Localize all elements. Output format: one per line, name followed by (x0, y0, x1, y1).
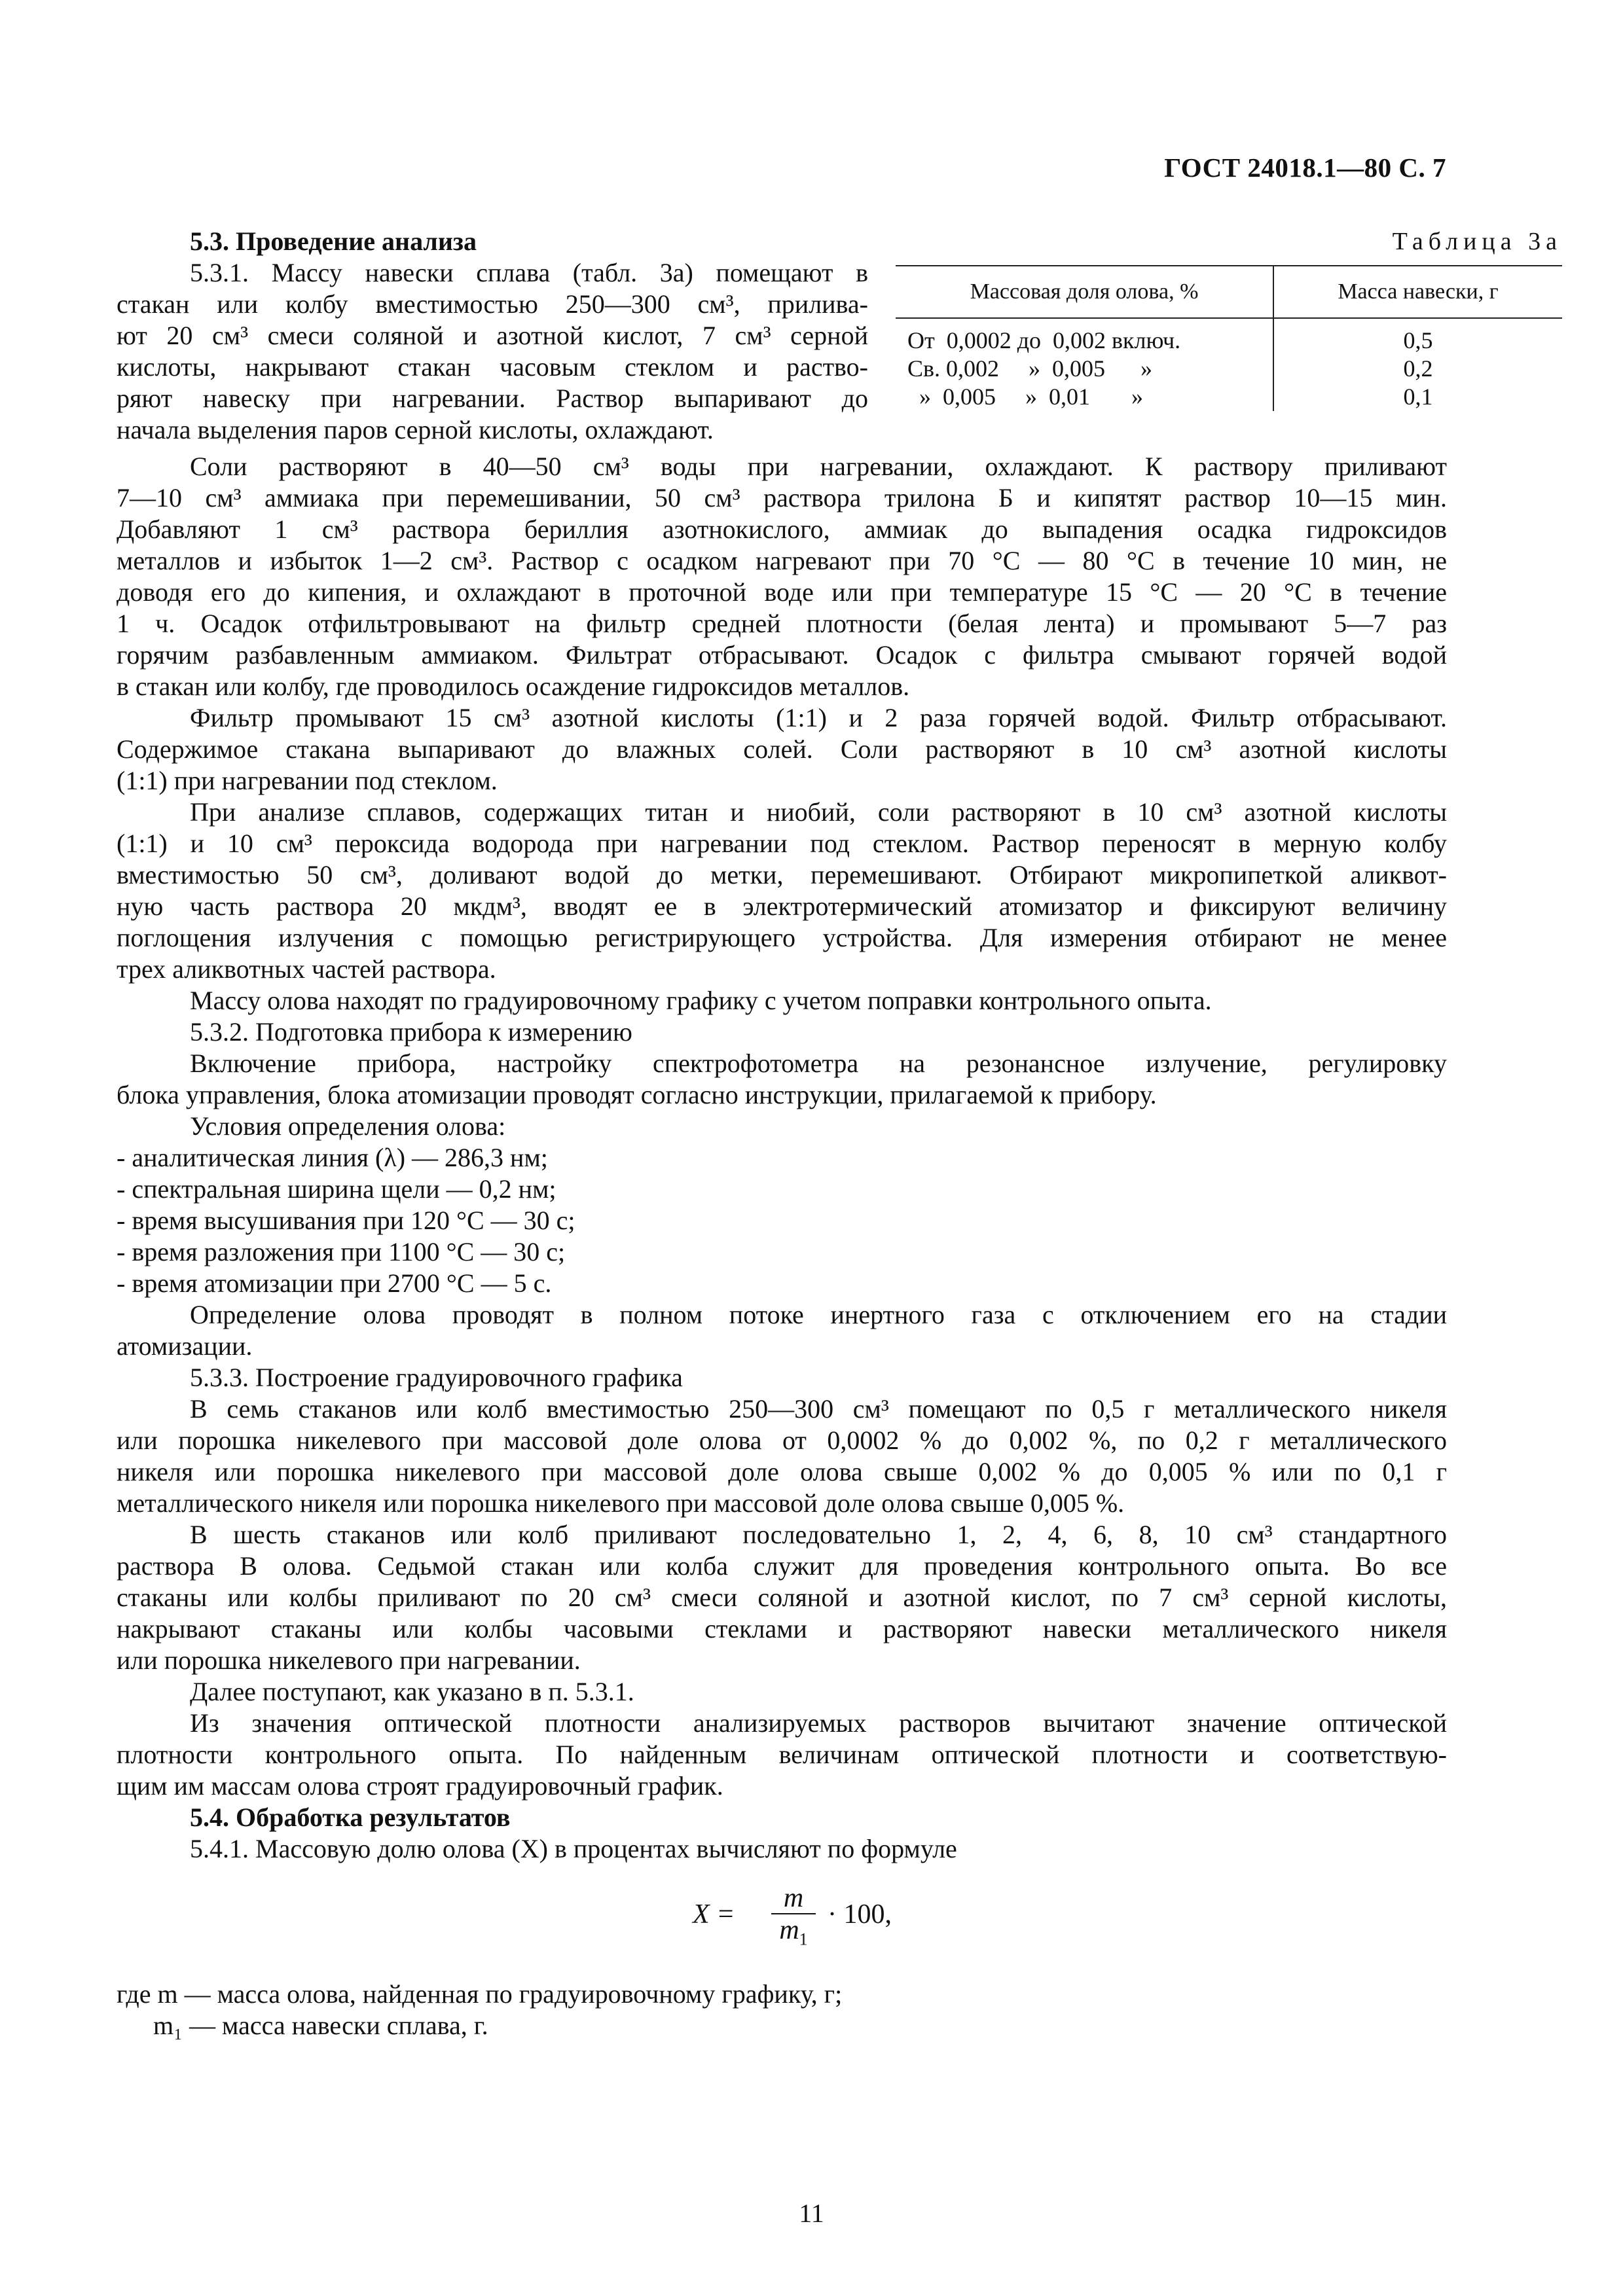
paragraph-line: стаканы или колбы приливают по 20 см³ смеси соляной и азотной кислот, по 7 см³ серной кислоты, (117, 1583, 1447, 1612)
paragraph-line: В шесть стаканов или колб приливают последовательно 1, 2, 4, 6, 8, 10 см³ стандартного (190, 1520, 1447, 1549)
paragraph-line: В семь стаканов или колб вместимостью 250—300 см³ помещают по 0,5 г металлического никеля (190, 1394, 1447, 1424)
formula-denominator (771, 1914, 816, 1955)
paragraph-line: металлического никеля или порошка никелевого при массовой доле олова свыше 0,005 %. (117, 1488, 1125, 1518)
page-header: ГОСТ 24018.1—80 С. 7 (1164, 152, 1446, 183)
paragraph-line: - аналитическая линия (λ) — 286,3 нм; (117, 1143, 548, 1172)
paragraph-line: в стакан или колбу, где проводилось осаждение гидроксидов металлов. (117, 672, 910, 701)
paragraph-line: накрывают стаканы или колбы часовыми стеклами и растворяют навески металлического никеля (117, 1614, 1447, 1643)
paragraph-line: вместимостью 50 см³, доливают водой до метки, перемешивают. Отбирают микропипеткой аликвот- (117, 860, 1447, 889)
paragraph-line: щим им массам олова строят градуировочный график. (117, 1771, 723, 1801)
paragraph-line: кислоты, накрывают стакан часовым стеклом и раство- (117, 352, 868, 382)
paragraph-line: (1:1) при нагревании под стеклом. (117, 766, 498, 795)
data-table (896, 265, 1562, 411)
table-cell: » 0,005 » 0,01 » (896, 383, 1273, 411)
paragraph-line: раствора В олова. Седьмой стакан или колба служит для проведения контрольного опыта. Во все (117, 1551, 1447, 1581)
body-text (117, 451, 1447, 2041)
table-cell: 0,2 (1403, 355, 1433, 382)
table-cell: 0,5 (1403, 327, 1433, 353)
formula-fraction (771, 1883, 816, 1955)
formula-numerator: m (771, 1883, 816, 1914)
paragraph-line: - время атомизации при 2700 °С — 5 с. (117, 1268, 552, 1298)
top-block (117, 226, 1562, 448)
table-row (896, 318, 1562, 355)
definition-line: m₁ — масса навески сплава, г. (153, 2011, 488, 2040)
paragraph-line: - время разложения при 1100 °С — 30 с; (117, 1237, 566, 1266)
paragraph-line: поглощения излучения с помощью регистрирующего устройства. Для измерения отбирают не менее (117, 923, 1447, 952)
paragraph-line: 5.4.1. Массовую долю олова (X) в процентах вычисляют по формуле (190, 1834, 957, 1863)
paragraph-line: или порошка никелевого при нагревании. (117, 1645, 581, 1675)
table-row (896, 355, 1562, 383)
paragraph-line: металлов и избыток 1—2 см³. Раствор с осадком нагревают при 70 °С — 80 °С в течение 10 мин, не (117, 546, 1447, 575)
formula-subscript: 1 (799, 1929, 808, 1949)
paragraph-line: ют 20 см³ смеси соляной и азотной кислот, 7 см³ серной (117, 321, 868, 350)
body-lines (117, 451, 1447, 1865)
paragraph-line: доводя его до кипения, и охлаждают в проточной воде или при температуре 15 °С — 20 °С в течение (117, 577, 1447, 607)
paragraph-line: трех аликвотных частей раствора. (117, 954, 496, 984)
table-header: Масса навески, г (1273, 266, 1562, 318)
paragraph-line: ряют навеску при нагревании. Раствор выпаривают до (117, 384, 868, 413)
paragraph-line: плотности контрольного опыта. По найденным величинам оптической плотности и соответствую- (117, 1740, 1447, 1769)
paragraph-line: (1:1) и 10 см³ пероксида водорода при нагревании под стеклом. Раствор переносят в мерную колбу (117, 829, 1447, 858)
paragraph-line: 5.3.3. Построение градуировочного графика (190, 1363, 683, 1392)
paragraph-line: Условия определения олова: (190, 1111, 506, 1141)
formula-lhs: X = (693, 1899, 735, 1929)
formula (117, 1883, 1447, 1959)
paragraph-line: - время высушивания при 120 °С — 30 с; (117, 1206, 575, 1235)
paragraph-line: стакан или колбу вместимостью 250—300 см³, прилива- (117, 289, 868, 319)
paragraph-line: 5.3.1. Массу навески сплава (табл. 3а) помещают в (190, 258, 868, 287)
paragraph-line: Далее поступают, как указано в п. 5.3.1. (190, 1677, 634, 1706)
paragraph-line: Из значения оптической плотности анализируемых растворов вычитают значение оптической (190, 1708, 1447, 1738)
table-cell: От 0,0002 до 0,002 включ. (896, 318, 1273, 355)
table-title: Таблица 3а (1392, 228, 1562, 255)
paragraph-line: Фильтр промывают 15 см³ азотной кислоты (1:1) и 2 раза горячей водой. Фильтр отбрасывают. (190, 703, 1447, 732)
paragraph-line: - спектральная ширина щели — 0,2 нм; (117, 1174, 556, 1204)
table-cell: 0,1 (1403, 384, 1433, 410)
paragraph-line: Содержимое стакана выпаривают до влажных солей. Соли растворяют в 10 см³ азотной кислоты (117, 734, 1447, 764)
paragraph-line: 5.3.2. Подготовка прибора к измерению (190, 1017, 632, 1047)
table-header: Массовая доля олова, % (896, 266, 1273, 318)
table-cell: Св. 0,002 » 0,005 » (896, 355, 1273, 383)
paragraph-line: 1 ч. Осадок отфильтровывают на фильтр средней плотности (белая лента) и промывают 5—7 раз (117, 609, 1447, 638)
formula-denominator-var: m (779, 1915, 799, 1945)
paragraph-line: горячим разбавленным аммиаком. Фильтрат отбрасывают. Осадок с фильтра смывают горячей водой (117, 640, 1447, 670)
paragraph-line: никеля или порошка никелевого при массовой доле олова свыше 0,002 % до 0,005 % или по 0,1 г (117, 1457, 1447, 1486)
table-3a (896, 226, 1562, 411)
paragraph-line: или порошка никелевого при массовой доле олова от 0,0002 % до 0,002 %, по 0,2 г металлического (117, 1426, 1447, 1455)
paragraph-line: Массу олова находят по градуировочному графику с учетом поправки контрольного опыта. (190, 986, 1212, 1015)
paragraph-line: При анализе сплавов, содержащих титан и ниобий, соли растворяют в 10 см³ азотной кислоты (190, 797, 1447, 827)
paragraph-line: 7—10 см³ аммиака при перемешивании, 50 см³ раствора трилона Б и кипятят раствор 10—15 мин. (117, 483, 1447, 512)
paragraph-line: ную часть раствора 20 мкдм³, вводят ее в электротермический атомизатор и фиксируют величину (117, 891, 1447, 921)
paragraph-line: Определение олова проводят в полном потоке инертного газа с отключением его на стадии (190, 1300, 1447, 1329)
section-heading: 5.3. Проведение анализа (190, 226, 477, 256)
paragraph-line: 5.4. Обработка результатов (190, 1803, 511, 1832)
page-number: 11 (799, 2198, 824, 2228)
paragraph-line: блока управления, блока атомизации проводят согласно инструкции, прилагаемой к прибору. (117, 1080, 1157, 1109)
definition-line: где m — масса олова, найденная по градуировочному графику, г; (117, 1979, 843, 2009)
paragraph-line: атомизации. (117, 1331, 253, 1361)
left-column (117, 226, 868, 446)
table-row (896, 383, 1562, 411)
paragraph-line: Соли растворяют в 40—50 см³ воды при нагревании, охлаждают. К раствору приливают (190, 452, 1447, 481)
paragraph-line: Включение прибора, настройку спектрофотометра на резонансное излучение, регулировку (190, 1049, 1447, 1078)
paragraph-line: Добавляют 1 см³ раствора бериллия азотнокислого, аммиак до выпадения осадка гидроксидов (117, 514, 1447, 544)
formula-rhs: · 100, (828, 1899, 892, 1929)
paragraph-line: начала выделения паров серной кислоты, охлаждают. (117, 415, 714, 444)
